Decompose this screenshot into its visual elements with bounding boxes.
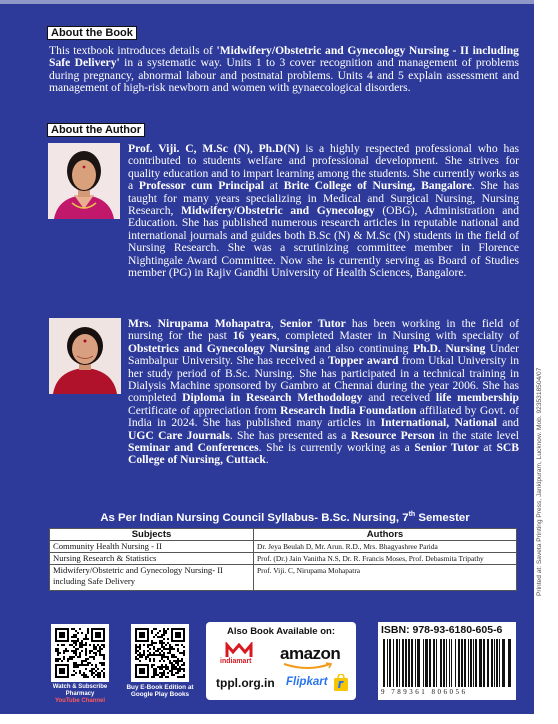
indiamart-m-icon — [224, 642, 254, 658]
table-row — [50, 565, 517, 591]
qr-code-icon — [135, 628, 185, 678]
flipkart-logo[interactable]: Flipkart — [286, 676, 328, 688]
youtube-qr-caption: Watch & Subscribe Pharmacy YouTube Channel — [52, 684, 108, 704]
author2-portrait-icon — [49, 318, 121, 394]
amazon-logo[interactable]: amazon — [280, 644, 340, 664]
syllabus-heading: As Per Indian Nursing Council Syllabus- B.Sc. Nursing, 7th Semester — [100, 511, 470, 524]
syllabus-table — [49, 528, 517, 591]
google-play-qr-code[interactable] — [131, 624, 189, 682]
indiamart-logo[interactable]: indiamart — [224, 642, 254, 664]
flipkart-bag-icon — [333, 674, 349, 692]
author1-name: Prof. Viji. C, M.Sc (N), Ph.D(N) — [128, 142, 300, 155]
subject-cell: Nursing Research & Statistics — [50, 553, 254, 565]
google-play-qr-caption: Buy E-Book Edition at Google Play Books — [126, 684, 194, 698]
table-header-row — [50, 529, 517, 541]
printer-imprint: Printed at: Saveta Printing Press, Jankipuram, Lucknow. Mob. 9235318504/07 — [536, 367, 543, 596]
isbn-barcode — [378, 622, 516, 700]
authors-header: Authors — [254, 529, 517, 541]
author1-bio-part1: Prof. Viji. C, M.Sc (N), Ph.D(N) is a highly respected professional who has contributed to students welfare and professional development. She strives for quality education and to impart learning among the students. She currently works as a Professor cum Principal at Brite College of Nursing, Bangalore. She has taught for many years specializing in Medical and Surgical Nursing, Nursing Research, Midwifery/Obstetric and Gynecology (OBG), Administration and Education. She has published numerous research articles in reputable national and international journals and guides both B.Sc (N) & M.Sc (N) students in the field of Nursing Research. She was a scrutinizing committee member in Florence Nightingale Award Committee. Now she is currently serving as Board of Studies member (PG) in Rajiv Gandhi University of Health Sciences, Bangalore. — [128, 142, 519, 280]
author2-bio: Mrs. Nirupama Mohapatra, Senior Tutor has been working in the field of nursing for the past 16 years, completed Master in Nursing with specialty of Obstetrics and Gynecology Nursing and also continuing Ph.D. Nursing Under Sambalpur University. She has received a Topper award from Utkal University in her study period of B.Sc. Nursing. She has participated in a technical training in Dialysis Machine sponsored by Gambro at Chennai during the year 2006. She has completed Diploma in Research Methodology and received life membership Certificate of appreciation from Research India Foundation affiliated by Govt. of India in 2024. She has published many articles in International, National and UGC Care Journals. She has presented as a Resource Person in the state level Seminar and Conferences. She is currently working as a Senior Tutor at SCB College of Nursing, Cuttack. — [128, 317, 520, 467]
authors-cell: Dr. Jeya Beulah D, Mr. Arun. R.D., Mrs. Bhagyashree Parida — [254, 541, 517, 553]
about-book-label: About the Book — [47, 26, 137, 40]
tppl-link[interactable]: tppl.org.in — [216, 676, 275, 690]
isbn-number: ISBN: 978-93-6180-605-6 — [381, 624, 503, 636]
author1-portrait-icon — [48, 143, 120, 219]
author1-photo — [48, 143, 120, 219]
youtube-qr-code[interactable] — [51, 624, 109, 682]
stores-panel — [206, 622, 356, 700]
barcode-icon — [381, 639, 513, 687]
about-author-label: About the Author — [47, 123, 145, 137]
stores-title: Also Book Available on: — [226, 626, 336, 637]
author2-photo — [49, 318, 121, 394]
authors-cell: Prof. (Dr.) Jain Vanitha N.S, Dr. R. Francis Moses, Prof. Debasmita Tripathy — [254, 553, 517, 565]
authors-cell: Prof. Viji. C, Nirupama Mohapatra — [254, 565, 517, 591]
subject-cell: Community Health Nursing - II — [50, 541, 254, 553]
amazon-smile-icon — [282, 662, 334, 670]
subject-cell: Midwifery/Obstetric and Gynecology Nursing- II including Safe Delivery — [50, 565, 254, 591]
table-row — [50, 553, 517, 565]
top-band — [0, 0, 534, 4]
subjects-header: Subjects — [50, 529, 254, 541]
book-title: 'Midwifery/Obstetric and Gynecology Nursing - II including Safe Delivery' — [49, 44, 519, 70]
author2-name: Mrs. Nirupama Mohapatra — [128, 317, 271, 330]
qr-code-icon — [55, 628, 105, 678]
isbn-digits: 9 789361 806056 — [381, 688, 468, 696]
table-row — [50, 541, 517, 553]
about-book-text: This textbook introduces details of 'Midwifery/Obstetric and Gynecology Nursing - II including Safe Delivery' in a systematic way. Units 1 to 3 cover recognition and management of problems during pregnancy, abnormal labour and postnatal problems. Units 4 and 5 explain assessment and management of high-risk newborn and women with gynaecological disorders. — [49, 44, 520, 95]
